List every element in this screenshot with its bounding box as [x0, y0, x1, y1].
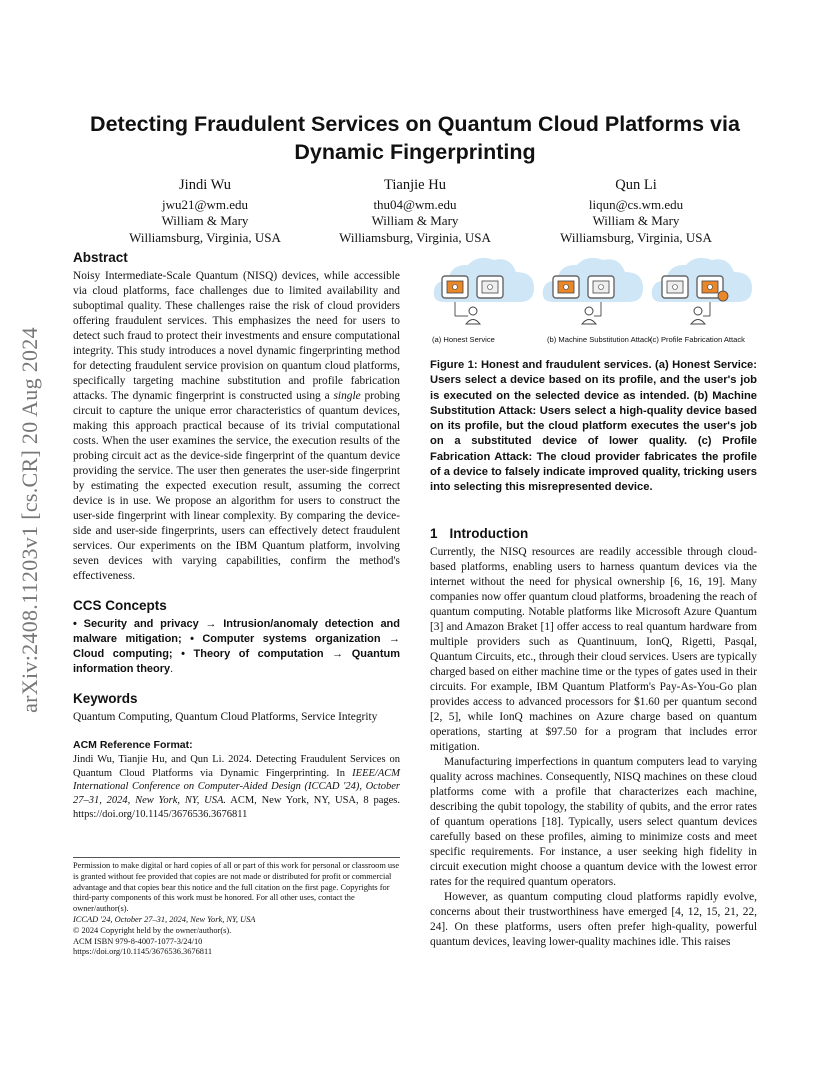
- permission-text: Permission to make digital or hard copies of all or part of this work for personal or classroom use is granted without fee provided that copies are not made or distributed for profit or commercial advantage and that copies bear this notice and the full citation on the first page. Copyrights for third-party components of this work must be honored. For all other uses, contact the owner/author(s).: [73, 861, 400, 914]
- author-affiliation: William & Mary: [161, 213, 249, 228]
- author-affiliation: William & Mary: [371, 213, 459, 228]
- section-heading-introduction: [430, 526, 757, 541]
- panel-label-b: (b) Machine Substitution Attack: [547, 335, 652, 344]
- isbn-line: ACM ISBN 979-8-4007-1077-3/24/10: [73, 936, 203, 946]
- figure-caption: Figure 1: Honest and fraudulent services. (a) Honest Service: Users select a device based on its profile, and the user's job is executed on the selected device as intended. (b) Machine Substitution Attack: Users select a high-quality device based on its profile, but the cloud platform executes the user's job on a substituted device of lower quality. (c) Profile Fabrication Attack: The cloud provider fabricates the profile of a device to falsely indicate improved quality, tricking users into selecting this misrepresented device.: [430, 359, 757, 494]
- figure-panel-profile-fabrication: [648, 250, 757, 350]
- copyright-line: © 2024 Copyright held by the owner/author(s).: [73, 925, 232, 935]
- author-email: thu04@wm.edu: [373, 196, 457, 212]
- keywords-text: Quantum Computing, Quantum Cloud Platforms, Service Integrity: [73, 711, 378, 723]
- author-block: [310, 177, 520, 246]
- author-location: Williamsburg, Virginia, USA: [560, 229, 712, 245]
- author-block: [100, 177, 310, 246]
- acm-reference-heading: ACM Reference Format:: [73, 739, 193, 751]
- figure-panel-honest: [430, 250, 539, 350]
- arxiv-sidebar-stamp: [10, 270, 50, 770]
- author-name: Qun Li: [615, 177, 657, 193]
- author-email: jwu21@wm.edu: [162, 196, 248, 212]
- paper-title: Detecting Fraudulent Services on Quantum Cloud Platforms via Dynamic Fingerprinting: [90, 112, 740, 164]
- keywords-heading: Keywords: [73, 691, 138, 706]
- author-email: liqun@cs.wm.edu: [588, 196, 684, 212]
- intro-paragraph: Currently, the NISQ resources are readily accessible through cloud-based platforms, enabling users to harness quantum devices via the internet without the need for physical ownership [6, 16, 19]. Many companies now offer quantum cloud platforms, broadening the reach of quantum computing. Notable platforms like Microsoft Azure Quantum [3] and Amazon Braket [1] offer access to real quantum hardware from multiple providers such as Quantinuum, IonQ, Rigetti, Pasqal, Quantum Circuits, etc., through their cloud services. Users are typically charged based on either machine time or the types of gates used in their circuits. For example, IBM Quantum Platform's Pay-As-You-Go plan provides access to advanced processors for $1.60 per quantum second [2, 5], while IonQ machines on Azure charge based on quantum operations, starting at $97.50 for a program that includes error mitigation.: [430, 545, 757, 753]
- author-name: Tianjie Hu: [384, 177, 446, 193]
- cloud-diagram-icon: [430, 250, 539, 334]
- right-column: [430, 250, 757, 950]
- ccs-heading: CCS Concepts: [73, 598, 167, 613]
- abstract-text: Noisy Intermediate-Scale Quantum (NISQ) devices, while accessible via cloud platforms, face challenges due to limited availability and suboptimal quality. These challenges raise the risk of cloud providers offering fraudulent services. This emphasizes the need for users to detect such fraud to protect their investments and ensure computational integrity. This study introduces a novel dynamic fingerprinting method for detecting fraudulent service provision on quantum cloud platforms, specifically targeting machine substitution and profile fabrication attacks. The dynamic fingerprint is constructed using a single probing circuit to capture the unique error characteristics of quantum devices, making this approach practical because of its trivial computational costs. When the user examines the service, the execution results of the probing circuit act as the device-side fingerprint of the quantum device providing the service. The user then generates the user-side fingerprint by estimating the expected execution result, assuming the correct device is in use. We propose an algorithm for users to construct the user-side fingerprint with linear complexity. By comparing the device-side and user-side fingerprints, users can effectively detect fraudulent services. Our experiments on the IBM Quantum platform, involving seven devices with varying capabilities, confirm the method's effectiveness.: [73, 270, 400, 582]
- author-block: [531, 177, 741, 246]
- cloud-diagram-icon: [648, 250, 757, 334]
- doi-line: https://doi.org/10.1145/3676536.3676811: [73, 947, 213, 957]
- panel-label-a: (a) Honest Service: [432, 335, 495, 344]
- intro-paragraph: Manufacturing imperfections in quantum computers lead to varying quality across machines. Consequently, NISQ machines on these cloud platforms come with a profile that characterizes each machine, describing the qubit topology, the stability of qubits, and the error rates of quantum operations [18]. Typically, users select quantum devices carefully based on these profiles, aiming to minimize costs and meet specific requirements. For instance, a user seeking high fidelity in circuit execution might choose a quantum device with the lowest error rates for the required quantum operators.: [430, 755, 757, 888]
- intro-paragraph: However, as quantum computing cloud platforms rapidly evolve, concerns about their trustworthiness have emerged [4, 12, 15, 21, 22, 24]. On these platforms, users often prefer high-quality, powerful quantum devices, leaving lower-quality machines idle. This raises: [430, 890, 757, 948]
- panel-label-c: (c) Profile Fabrication Attack: [650, 335, 745, 344]
- acm-reference-text: Jindi Wu, Tianjie Hu, and Qun Li. 2024. Detecting Fraudulent Services on Quantum Cloud Platforms via Dynamic Fingerprinting. In IEEE/ACM International Conference on Computer-Aided Design (ICCAD '24), October 27–31, 2024, New York, NY, USA. ACM, New York, NY, USA, 8 pages. https://doi.org/10.1145/3676536.3676811: [73, 754, 400, 820]
- permission-footnote: [73, 857, 400, 958]
- author-location: Williamsburg, Virginia, USA: [129, 229, 281, 245]
- cloud-diagram-icon: [539, 250, 648, 334]
- abstract-heading: Abstract: [73, 250, 128, 265]
- left-column: [73, 250, 400, 822]
- ccs-concepts: • Security and privacy → Intrusion/anomaly detection and malware mitigation; • Computer systems organization → Cloud computing; • Theory of computation → Quantum information theory.: [73, 618, 400, 675]
- section-number: 1: [430, 525, 438, 541]
- conference-venue: ICCAD '24, October 27–31, 2024, New York, NY, USA: [73, 914, 256, 924]
- figure-1: [430, 250, 757, 354]
- author-location: Williamsburg, Virginia, USA: [339, 229, 491, 245]
- author-affiliation: William & Mary: [592, 213, 680, 228]
- author-name: Jindi Wu: [179, 177, 231, 193]
- figure-panel-machine-substitution: [539, 250, 652, 350]
- arxiv-identifier: arXiv:2408.11203v1 [cs.CR] 20 Aug 2024: [17, 327, 42, 713]
- section-title: Introduction: [449, 525, 529, 541]
